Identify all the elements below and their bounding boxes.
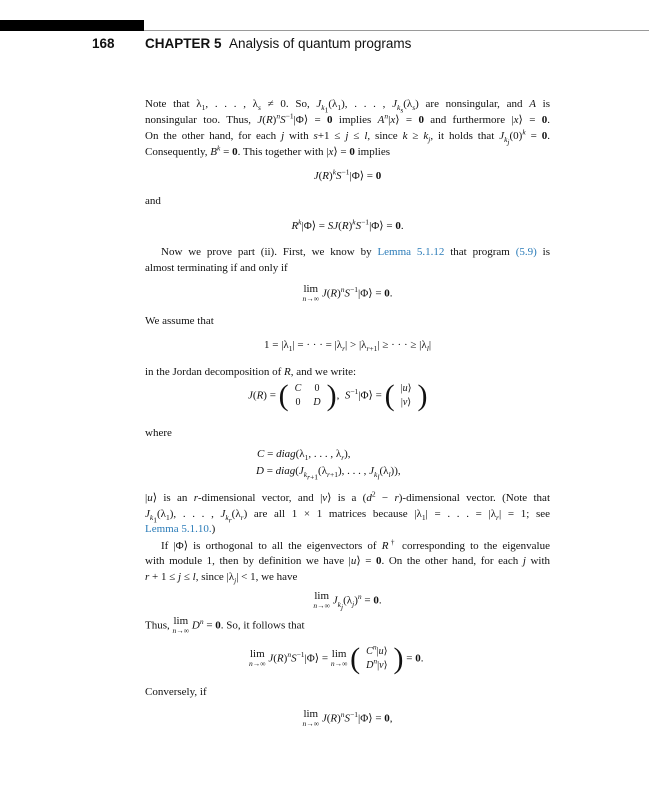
conversely-text: Conversely, if (145, 686, 207, 698)
paragraph-line: If |Φ⟩ is orthogonal to all the eigenvectors of R† corresponding to the eigenvalue (161, 537, 550, 552)
equation: $D = diag(J_{k_{r+1}}(\lambda_{r+1})$, . . . , $J_{k_l}(\lambda_l)$), (256, 465, 401, 482)
block-matrix-equation: J(R) = ( C 0 0 D ), $S^{-1}|\Phi⟩$ = ( |u⟩ |v⟩ ) (248, 379, 428, 412)
paragraph-line: |u⟩ is an r-dimensional vector, and |v⟩ is a ($d^2$ − r)-dimensional vector. (Note that (145, 489, 550, 504)
paragraph-line: Consequently, $B^k = 0$. This together with |x⟩ = 0 implies (145, 143, 391, 158)
equation: $1 = |\lambda_1|$ = · · · = $|\lambda_r| > |\lambda_{r+1}|$ ≥ · · · ≥ $|\lambda_l|$ (263, 339, 432, 354)
chapter-label: CHAPTER 5 (145, 36, 222, 51)
equation: lim n→∞ $J(R)^nS^{-1}|\Phi⟩ = 0$. (302, 283, 393, 303)
paragraph-line: Now we prove part (ii). First, we know by Lemma 5.1.12 that program (5.9) is (161, 246, 550, 258)
equation-link[interactable]: (5.9) (515, 246, 537, 258)
paragraph-line: Note that $\lambda_1$, . . . , $\lambda_s \ne 0$. So, $J_{k_1}(\lambda_1)$, . . . , $J_{k_s}(\lambda_s)$ are nonsingular, and A is (145, 98, 550, 115)
equation: $R^k|\Phi⟩$ = $SJ(R)^kS^{-1}|\Phi⟩ = 0$. (291, 217, 404, 232)
paragraph-line: nonsingular too. Thus, $J(R)^nS^{-1}|\Phi⟩ = 0$ implies $A^n|x⟩ = 0$ and furthermore |x⟩ = 0. (145, 111, 551, 126)
paragraph-line: $J_{k_1}(\lambda_1)$, . . . , $J_{k_r}(\lambda_r)$ are all 1 × 1 matrices because $|\lambda_1|$ = . . . = $|\lambda_r| = 1$; see (145, 508, 550, 525)
where-text: where (145, 427, 172, 439)
page-number: 168 (92, 36, 115, 51)
equation: $J(R)^kS^{-1}|\Phi⟩ = 0$ (313, 167, 382, 182)
paragraph-line: Thus, lim n→∞ $D^n = 0$. So, it follows that (145, 615, 305, 635)
paragraph-line: Lemma 5.1.10.) (145, 523, 216, 535)
we-assume-text: We assume that (145, 315, 214, 327)
limit-equation: lim n→∞ $J(R)^nS^{-1}|\Phi⟩ = \lim$ n→∞ ( $C^n|u⟩$ $D^n|v⟩$ ) = 0. (249, 642, 424, 675)
lemma-link[interactable]: Lemma 5.1.12 (377, 246, 445, 258)
header-rule (144, 30, 649, 31)
equation: lim n→∞ $J_{k_j}(\lambda_j)^n = 0$. (313, 590, 382, 612)
paragraph-line: On the other hand, for each j with s+1 ≤ j ≤ l, since $k \ge k_j$, it holds that $J_{k_j}(0)^k = 0$. (145, 127, 550, 147)
paragraph-line: almost terminating if and only if (145, 262, 288, 274)
paragraph-line: r + 1 ≤ j ≤ l, since $|\lambda_j| < 1$, we have (145, 571, 298, 586)
paragraph-line: with module 1, then by definition we have |u⟩ = 0. On the other hand, for each j with (145, 555, 551, 567)
lemma-link[interactable]: Lemma 5.1.10. (145, 523, 212, 535)
equation: $C = diag(\lambda_1$, . . . , $\lambda_r$), (257, 448, 351, 463)
equation: lim n→∞ $J(R)^nS^{-1}|\Phi⟩ = 0$, (302, 708, 393, 728)
conjunction-and: and (145, 195, 161, 207)
chapter-title: Analysis of quantum programs (229, 36, 412, 51)
header-bar (0, 20, 144, 31)
chapter-heading (145, 36, 411, 51)
jordan-text: in the Jordan decomposition of R, and we write: (145, 366, 357, 378)
